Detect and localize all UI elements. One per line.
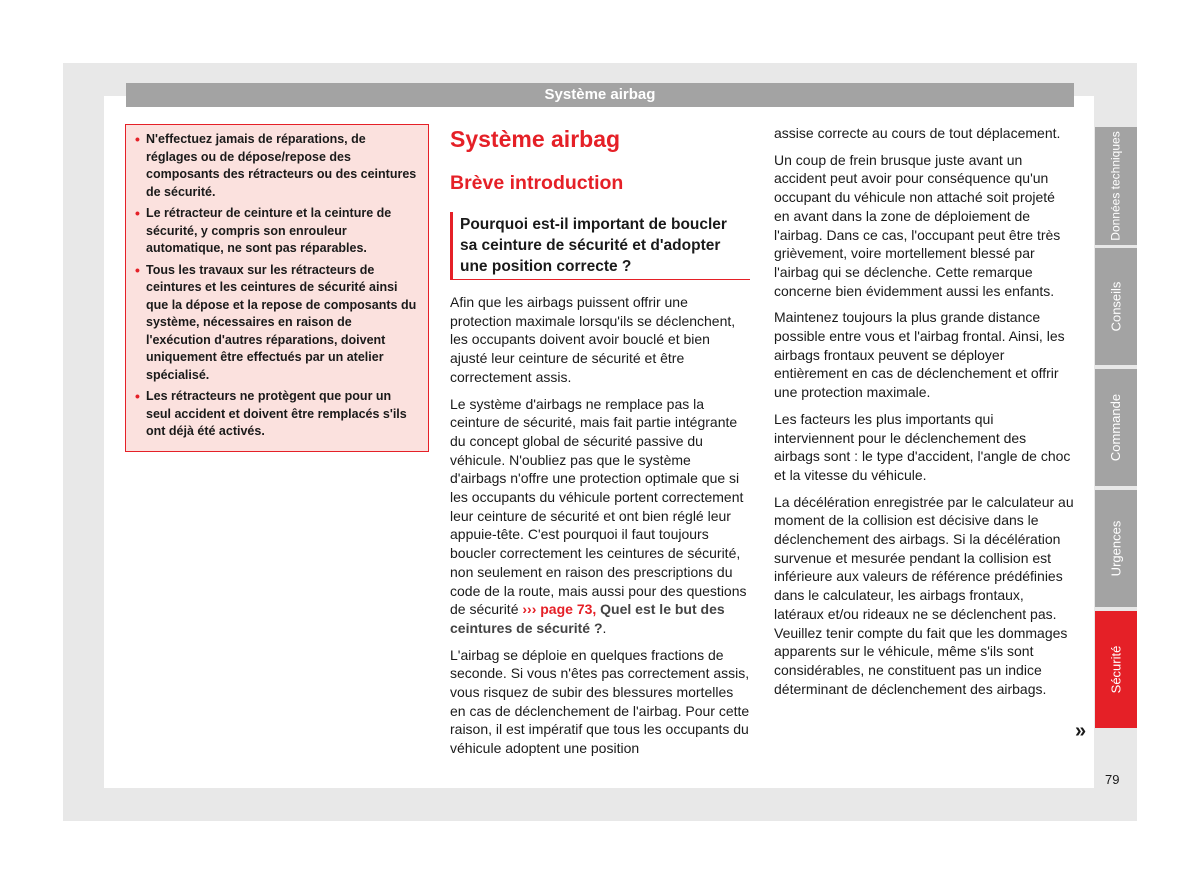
tab-donnees-techniques[interactable] bbox=[1095, 127, 1137, 245]
tab-urgences[interactable] bbox=[1095, 490, 1137, 607]
page-reference-link[interactable]: ››› page 73, bbox=[522, 601, 597, 618]
warning-item: • N'effectuez jamais de réparations, de réglages ou de dépose/repose des composants des rétracteurs ou des ceintures de sécurité. bbox=[134, 131, 419, 201]
middle-column bbox=[450, 124, 750, 766]
section-subtitle: Brève introduction bbox=[450, 172, 624, 194]
tab-label: Conseils bbox=[1108, 281, 1124, 332]
continue-arrow-icon: » bbox=[1075, 720, 1087, 742]
paragraph: Les facteurs les plus importants qui interviennent pour le déclenchement des airbags sont : le type d'accident, l'angle de choc et la vitesse du véhicule. bbox=[774, 410, 1071, 483]
tab-commande[interactable] bbox=[1095, 369, 1137, 486]
warning-item: • Tous les travaux sur les rétracteurs de ceintures et les ceintures de sécurité ainsi que la dépose et la repose de composants du système, nécessaires en raison de l'exécution d'autres réparations, doivent uniquement être effectués par un atelier spécialisé. bbox=[134, 262, 419, 385]
tab-label: Urgences bbox=[1108, 520, 1124, 577]
warning-list bbox=[134, 131, 419, 441]
paragraph bbox=[450, 395, 750, 638]
page-number: 79 bbox=[1105, 772, 1120, 787]
warning-box bbox=[125, 124, 429, 452]
tab-label: Commande bbox=[1108, 393, 1124, 462]
tab-conseils[interactable] bbox=[1095, 248, 1137, 365]
section-header: Système airbag bbox=[126, 83, 1074, 107]
tab-label: Données techniques bbox=[1109, 131, 1124, 241]
right-column bbox=[774, 124, 1074, 706]
paragraph-end: . bbox=[602, 619, 607, 636]
tab-securite[interactable] bbox=[1095, 611, 1137, 728]
page-title: Système airbag bbox=[450, 126, 621, 152]
section-reference-link[interactable]: Quel est le but des ceintures de sécurité ? bbox=[450, 601, 725, 636]
paragraph-text: Le système d'airbags ne remplace pas la ceinture de sécurité, mais fait partie intégrante du concept global de sécurité passive du véhicule. N'oubliez pas que le système d'airbags n'offre une protection optimale que si les occupants du véhicule portent correctement leur ceinture de sécurité et ont bien réglé leur appuie-tête. C'est pourquoi il faut toujours boucler correctement les ceintures de sécurité, non seulement en raison des prescriptions du code de la route, mais aussi pour des questions de sécurité bbox=[450, 395, 747, 618]
paragraph: Un coup de frein brusque juste avant un accident peut avoir pour conséquence qu'un occupant du véhicule non attaché soit projeté en avant dans la zone de déploiement de l'airbag. Dans ce cas, l'occupant peut être très grièvement, voire mortellement blessé par l'airbag qui se déclenche. Cette remarque concerne bien évidemment aussi les enfants. bbox=[774, 151, 1061, 299]
paragraph: Afin que les airbags puissent offrir une protection maximale lorsqu'ils se déclenchent, les occupants doivent avoir bouclé et bien ajusté leur ceinture de sécurité et être correctement assis. bbox=[450, 294, 736, 385]
paragraph: La décélération enregistrée par le calculateur au moment de la collision est décisive dans le déclenchement des airbags. Si la décélération survenue et mesurée pendant la collision est inférieure aux valeurs de référence prédéfinies dans le calculateur, les airbags frontaux, latéraux et/ou rideaux ne se déclenchent pas. Veuillez tenir compte du fait que les dommages apparents sur le véhicule, même s'ils sont considérables, ne constituent pas un indice déterminant de déclenchement des airbags. bbox=[774, 493, 1074, 697]
paragraph: Maintenez toujours la plus grande distance possible entre vous et l'airbag frontal. Ainsi, les airbags frontaux peuvent se déployer entièrement en cas de déclenchement et offrir une protection maximale. bbox=[774, 309, 1065, 401]
tab-label: Sécurité bbox=[1108, 645, 1124, 694]
question-heading: Pourquoi est-il important de boucler sa ceinture de sécurité et d'adopter une position correcte ? bbox=[450, 212, 750, 280]
paragraph: L'airbag se déploie en quelques fractions de seconde. Si vous n'êtes pas correctement assis, vous risquez de subir des blessures mortelles en cas de déclenchement de l'airbag. Pour cette raison, il est impératif que tous les occupants du véhicule adoptent une position bbox=[450, 646, 750, 757]
warning-item: • Les rétracteurs ne protègent que pour un seul accident et doivent être remplacés s'ils ont déjà été activés. bbox=[134, 388, 419, 441]
warning-item: • Le rétracteur de ceinture et la ceinture de sécurité, y compris son enrouleur automatique, ne sont pas réparables. bbox=[134, 205, 419, 258]
paragraph: assise correcte au cours de tout déplacement. bbox=[774, 125, 1061, 141]
